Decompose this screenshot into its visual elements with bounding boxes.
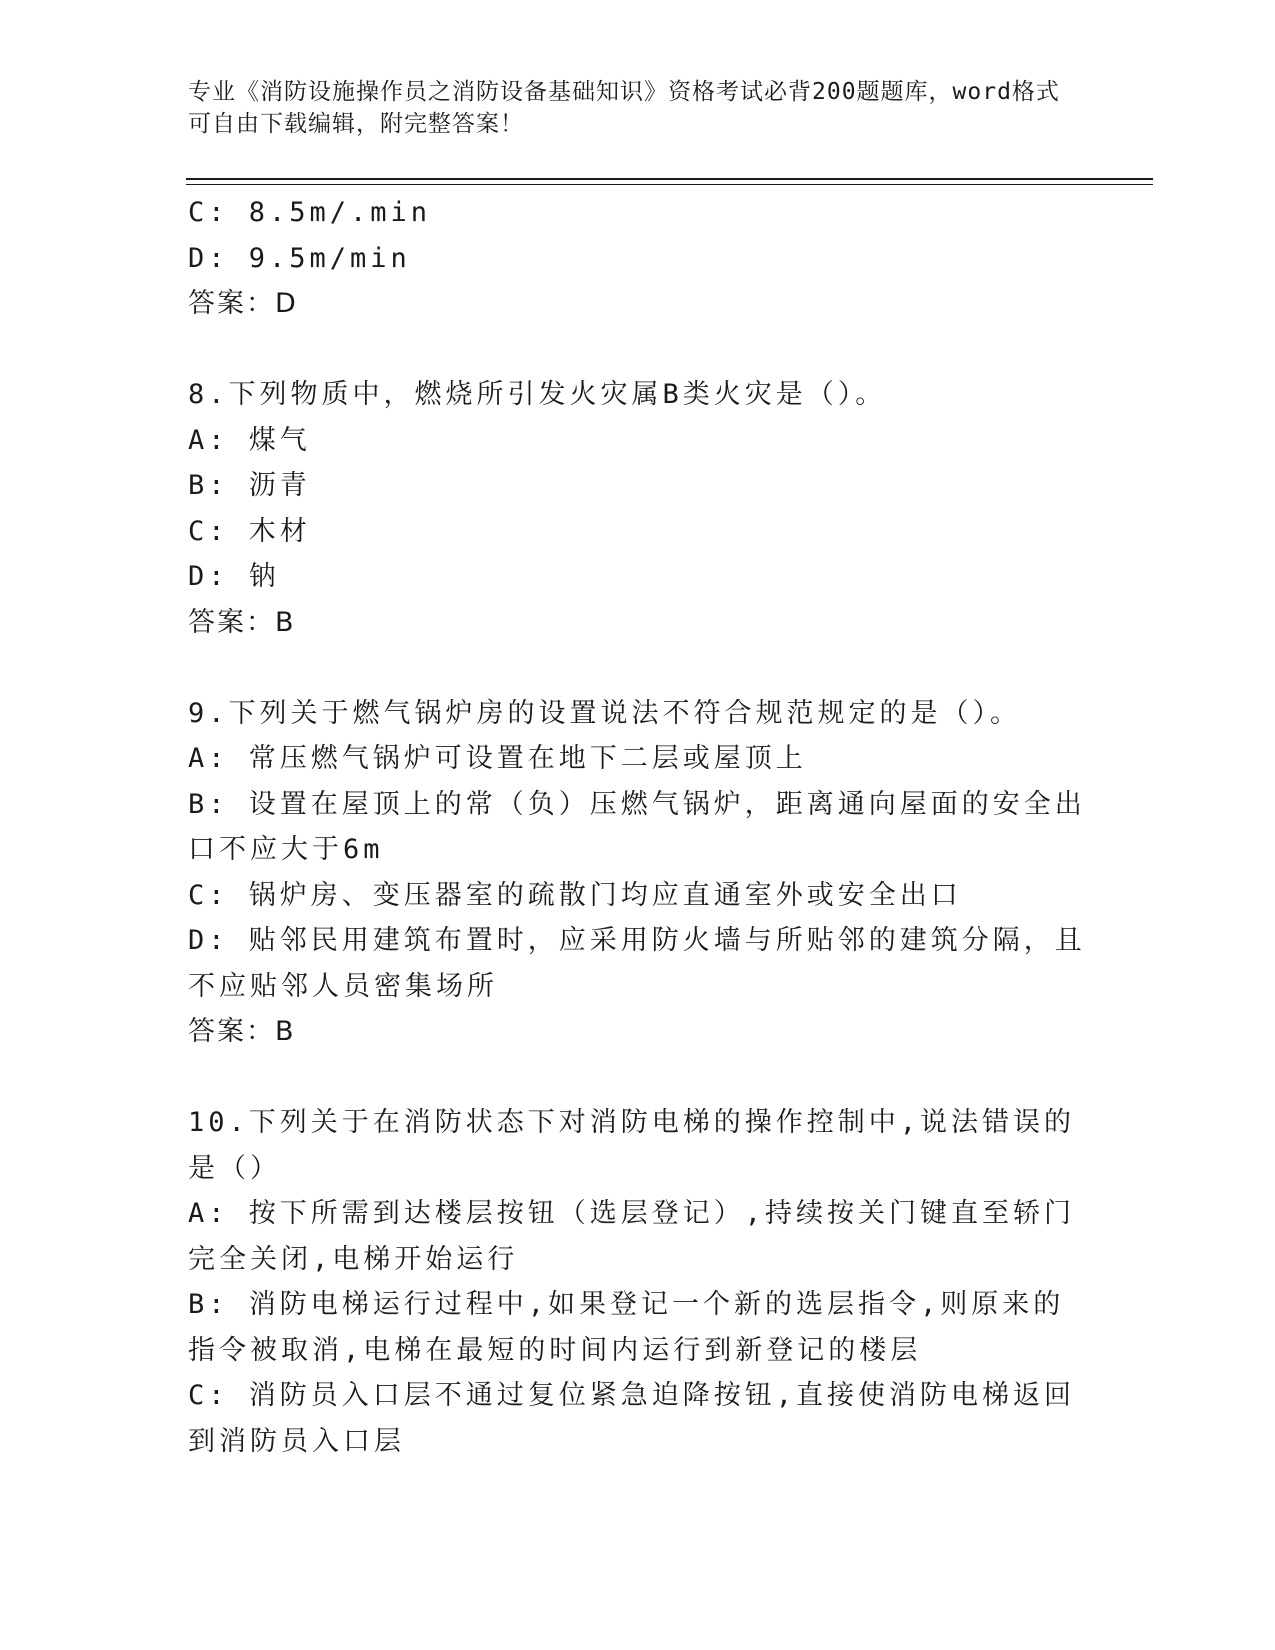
document-body: [188, 190, 1088, 1464]
answer-line: 答案：B: [188, 1016, 296, 1047]
question-9: [188, 691, 1088, 1055]
option-a: A: 常压燃气锅炉可设置在地下二层或屋顶上: [188, 743, 807, 774]
option-d: D: 钠: [188, 561, 280, 592]
header-divider-thin: [186, 184, 1153, 185]
option-c: C: 锅炉房、变压器室的疏散门均应直通室外或安全出口: [188, 879, 962, 911]
option-c: C: 消防员入口层不通过复位紧急迫降按钮,直接使消防电梯返回到消防员入口层: [188, 1380, 1076, 1457]
question-stem: 10.下列关于在消防状态下对消防电梯的操作控制中,说法错误的是（）: [188, 1107, 1076, 1184]
header-divider-thick: [186, 178, 1153, 180]
option-a: A: 煤气: [188, 424, 311, 456]
partial-question: [188, 190, 1088, 327]
option-d: D: 贴邻民用建筑布置时，应采用防火墙与所贴邻的建筑分隔，且不应贴邻人员密集场所: [188, 925, 1086, 1002]
option-b: B: 设置在屋顶上的常（负）压燃气锅炉，距离通向屋面的安全出口不应大于6m: [188, 788, 1086, 865]
question-8: [188, 372, 1088, 645]
option-c: C: 8.5m/.min: [188, 197, 432, 228]
option-c: C: 木材: [188, 515, 311, 547]
answer-line: 答案：B: [188, 606, 296, 638]
option-d: D: 9.5m/min: [188, 242, 411, 274]
option-b: B: 沥青: [188, 470, 311, 501]
question-10: [188, 1100, 1088, 1464]
question-stem: 8.下列物质中，燃烧所引发火灾属B类火灾是（）。: [188, 379, 887, 410]
option-b: B: 消防电梯运行过程中,如果登记一个新的选层指令,则原来的指令被取消,电梯在最短的时间内运行到新登记的楼层: [188, 1289, 1065, 1366]
answer-line: 答案：D: [188, 288, 298, 319]
question-stem: 9.下列关于燃气锅炉房的设置说法不符合规范规定的是（）。: [188, 697, 1022, 729]
option-a: A: 按下所需到达楼层按钮（选层登记）,持续按关门键直至轿门完全关闭,电梯开始运行: [188, 1198, 1076, 1275]
document-header: 专业《消防设施操作员之消防设备基础知识》资格考试必背200题题库，word格式可自由下载编辑，附完整答案！: [188, 79, 1060, 137]
